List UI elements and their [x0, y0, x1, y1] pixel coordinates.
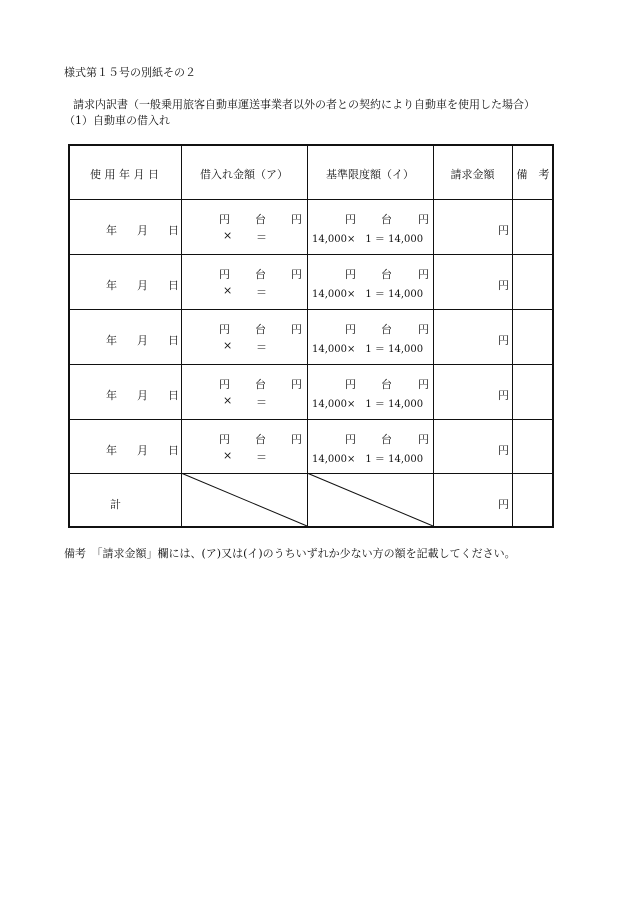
rental-unit-label: 台	[255, 213, 266, 226]
col-header-date: 使 用 年 月 日	[90, 168, 159, 181]
rental-unit-label: 台	[255, 433, 266, 446]
total-label: 計	[110, 498, 121, 511]
month-label: 月	[137, 224, 148, 237]
limit-formula: 14,000× 1 ＝ 14,000	[312, 234, 424, 245]
form-number: 様式第１５号の別紙その２	[64, 66, 196, 79]
limit-total-diagonal	[307, 473, 433, 526]
col-header-rental-amount: 借入れ金額（ア）	[200, 168, 288, 181]
rental-yen-label: 円	[291, 433, 302, 446]
limit-yen-label: 円	[418, 378, 429, 391]
claim-breakdown-table	[68, 144, 554, 528]
equals-symbol: ＝	[256, 396, 267, 409]
times-symbol: ×	[223, 284, 233, 297]
col-header-claim-amount: 請求金額	[450, 168, 495, 181]
day-label: 日	[168, 279, 179, 292]
month-label: 月	[137, 444, 148, 457]
limit-formula: 14,000× 1 ＝ 14,000	[312, 344, 424, 355]
equals-symbol: ＝	[256, 341, 267, 354]
day-label: 日	[168, 334, 179, 347]
times-symbol: ×	[223, 339, 233, 352]
total-row-strike-lines	[68, 144, 554, 528]
equals-symbol: ＝	[256, 231, 267, 244]
month-label: 月	[137, 389, 148, 402]
limit-unit-label: 台	[381, 213, 392, 226]
year-label: 年	[106, 279, 117, 292]
year-label: 年	[106, 224, 117, 237]
rental-total-diagonal	[181, 473, 307, 526]
limit-yen-label: 円	[418, 268, 429, 281]
month-label: 月	[137, 334, 148, 347]
limit-formula: 14,000× 1 ＝ 14,000	[312, 289, 424, 300]
times-symbol: ×	[223, 449, 233, 462]
equals-symbol: ＝	[256, 286, 267, 299]
limit-unit-label: 台	[381, 268, 392, 281]
limit-unit-label: 台	[381, 323, 392, 336]
limit-yen-label: 円	[345, 268, 356, 281]
year-label: 年	[106, 334, 117, 347]
claim-yen-label: 円	[498, 334, 509, 347]
limit-yen-label: 円	[418, 323, 429, 336]
limit-yen-label: 円	[418, 213, 429, 226]
month-label: 月	[137, 279, 148, 292]
limit-yen-label: 円	[345, 213, 356, 226]
times-symbol: ×	[223, 229, 233, 242]
rental-yen-label: 円	[291, 268, 302, 281]
rental-yen-label: 円	[219, 213, 230, 226]
equals-symbol: ＝	[256, 451, 267, 464]
claim-yen-label: 円	[498, 224, 509, 237]
document-title: 請求内訳書（一般乗用旅客自動車運送事業者以外の者との契約により自動車を使用した場合）	[73, 98, 535, 111]
claim-yen-label: 円	[498, 444, 509, 457]
col-header-limit-amount: 基準限度額（イ）	[326, 168, 414, 181]
rental-yen-label: 円	[219, 323, 230, 336]
rental-yen-label: 円	[219, 433, 230, 446]
rental-yen-label: 円	[219, 378, 230, 391]
rental-yen-label: 円	[219, 268, 230, 281]
day-label: 日	[168, 444, 179, 457]
day-label: 日	[168, 224, 179, 237]
day-label: 日	[168, 389, 179, 402]
limit-unit-label: 台	[381, 378, 392, 391]
total-claim-yen-label: 円	[498, 498, 509, 511]
limit-formula: 14,000× 1 ＝ 14,000	[312, 454, 424, 465]
rental-unit-label: 台	[255, 268, 266, 281]
rental-yen-label: 円	[291, 378, 302, 391]
rental-unit-label: 台	[255, 378, 266, 391]
claim-yen-label: 円	[498, 279, 509, 292]
claim-yen-label: 円	[498, 389, 509, 402]
rental-yen-label: 円	[291, 323, 302, 336]
col-header-remarks: 備 考	[516, 168, 550, 181]
section-heading: （1）自動車の借入れ	[64, 114, 170, 127]
rental-unit-label: 台	[255, 323, 266, 336]
times-symbol: ×	[223, 394, 233, 407]
remarks-note: 備考 「請求金額」欄には、(ア)又は(イ)のうちいずれか少ない方の額を記載してください。	[64, 547, 516, 560]
limit-formula: 14,000× 1 ＝ 14,000	[312, 399, 424, 410]
rental-yen-label: 円	[291, 213, 302, 226]
year-label: 年	[106, 389, 117, 402]
year-label: 年	[106, 444, 117, 457]
limit-yen-label: 円	[418, 433, 429, 446]
limit-yen-label: 円	[345, 323, 356, 336]
limit-yen-label: 円	[345, 378, 356, 391]
limit-unit-label: 台	[381, 433, 392, 446]
limit-yen-label: 円	[345, 433, 356, 446]
